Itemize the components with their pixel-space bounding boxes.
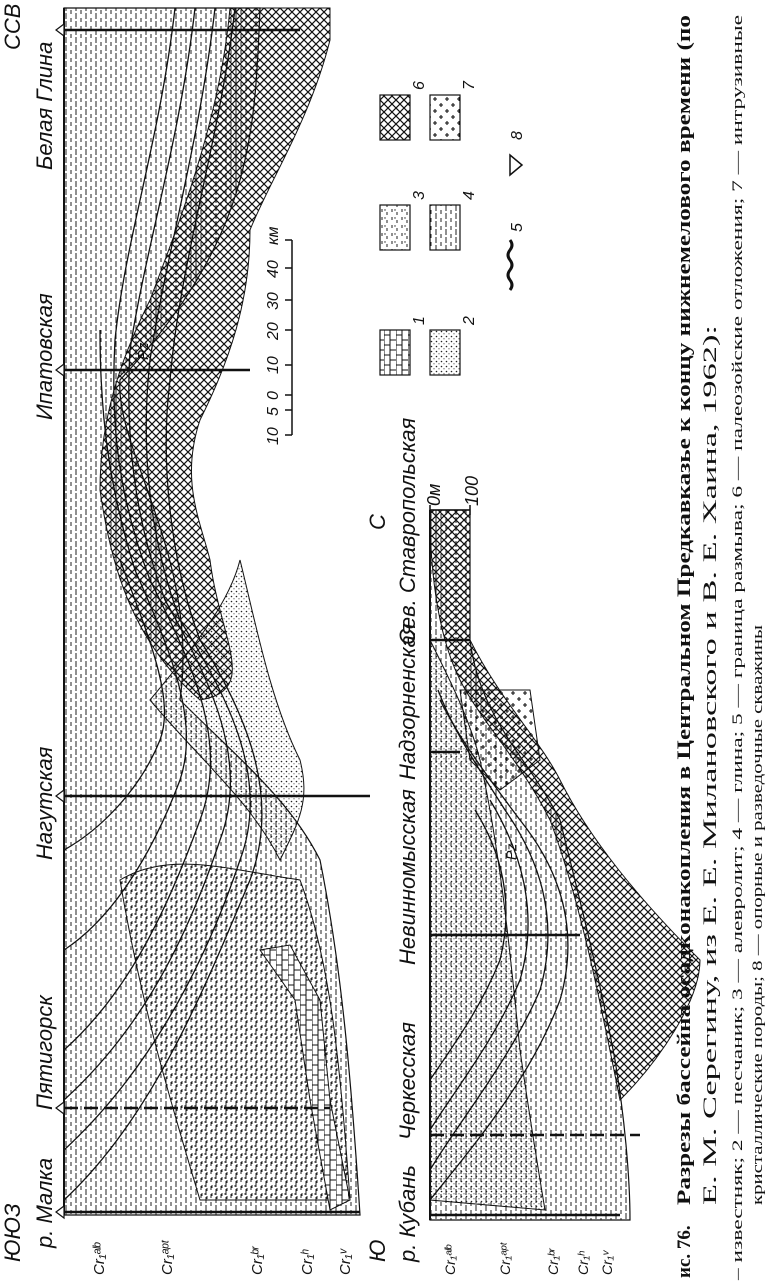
upper-left-end: ЮЮЗ <box>0 1203 25 1262</box>
legend-numbers <box>411 80 526 326</box>
legend-num-6: 6 <box>411 81 428 90</box>
locality-pyatigorsk: Пятигорск <box>32 995 57 1110</box>
age-apt: Cr₁ᵃᵖᵗ <box>159 1240 176 1275</box>
locality-nevinnomysskaya: Невинномысская <box>395 789 420 965</box>
legend-swatch-8 <box>510 155 522 175</box>
legend-num-4: 4 <box>461 191 478 200</box>
lower-age-alb: Cr₁ᵃˡᵇ <box>442 1245 458 1275</box>
age-v: Cr₁ᵛ <box>337 1249 354 1275</box>
hscale-tick-label: 20 <box>265 322 282 340</box>
age-alb: Cr₁ᵃˡᵇ <box>91 1243 108 1275</box>
lower-age-apt: Cr₁ᵃᵖᵗ <box>497 1242 513 1275</box>
legend-swatch-6 <box>380 95 410 140</box>
legend-swatch-3 <box>380 205 410 250</box>
locality-cherkesskaya: Черкесская <box>395 1021 420 1140</box>
legend-swatch-4 <box>430 205 460 250</box>
caption-line2: Е. М. Серегину, из Е. Е. Милановского и В. Е. Хаина, 1962): <box>700 718 721 1205</box>
legend <box>380 95 522 375</box>
hscale-tick-label: 40 <box>265 260 282 278</box>
lower-left-end: Ю <box>365 1239 390 1262</box>
age-br: Cr₁ᵇʳ <box>249 1246 266 1275</box>
upper-labels <box>0 4 57 1262</box>
figure-caption <box>674 14 766 1281</box>
legend-num-2: 2 <box>461 316 478 325</box>
legend-num-7: 7 <box>461 81 478 90</box>
lower-age-br: Cr₁ᵇʳ <box>545 1248 561 1275</box>
legend-num-5: 5 <box>509 223 526 232</box>
upper-well-markers <box>56 24 64 1218</box>
lower-right-end: С <box>365 514 390 530</box>
hscale-tick-label: 5 <box>265 407 282 416</box>
lower-labels <box>365 418 420 1263</box>
horizontal-scale-bar <box>285 240 292 435</box>
upper-section <box>56 8 370 1218</box>
locality-malka: р. Малка <box>32 1157 57 1248</box>
hscale-tick-label: 10 <box>265 356 282 374</box>
legend-swatch-2 <box>430 330 460 375</box>
legend-num-1: 1 <box>411 316 428 325</box>
locality-sev-stavropolskaya: Сев. Ставропольская <box>395 417 420 645</box>
hscale-unit: км <box>265 226 282 245</box>
caption-line1: Разрезы бассейна осадконакопления в Центральном Предкавказье к концу нижнемелового времени (по <box>674 308 695 1205</box>
legend-swatch-1 <box>380 330 410 375</box>
horizontal-scale-labels <box>265 226 282 445</box>
locality-kuban: р. Кубань <box>395 1165 420 1262</box>
vertical-scale-labels <box>424 476 482 506</box>
age-h: Cr₁ʰ <box>299 1249 316 1275</box>
legend-swatch-5 <box>508 240 512 290</box>
lower-age-h: Cr₁ʰ <box>575 1251 591 1275</box>
lower-basement-label: Pz <box>503 843 519 860</box>
hscale-tick-label: 10 <box>265 427 282 445</box>
lower-age-v: Cr₁ᵛ <box>599 1250 615 1275</box>
vscale-top: 0м <box>424 483 444 506</box>
upper-right-end: ССВ <box>0 3 25 50</box>
hscale-tick-label: 30 <box>265 292 282 310</box>
caption-line3: – известняк; 2 — песчаник; 3 — алевролит; 4 — глина; 5 — граница размыва; 6 — палеозойские отложения; 7 — интрузивные <box>730 469 746 1280</box>
legend-num-8: 8 <box>509 131 526 140</box>
vscale-bottom: 100 <box>462 475 482 506</box>
locality-nadzornenskaya: Надзорненская <box>395 623 420 780</box>
locality-ipatovskaya: Ипатовская <box>32 293 57 420</box>
upper-basement-label: Pz <box>135 342 152 360</box>
legend-swatch-7 <box>430 95 460 140</box>
caption-line4: кристаллические породы; 8 — опорные и разведочные скважины <box>750 787 766 1205</box>
caption-number: ис. 76. <box>674 1225 695 1278</box>
legend-num-3: 3 <box>411 191 428 200</box>
lower-section <box>430 505 700 1220</box>
hscale-tick-label: 0 <box>265 391 282 400</box>
locality-belaya-glina: Белая Глина <box>32 41 57 170</box>
locality-nagutskaya: Нагутская <box>32 746 57 860</box>
